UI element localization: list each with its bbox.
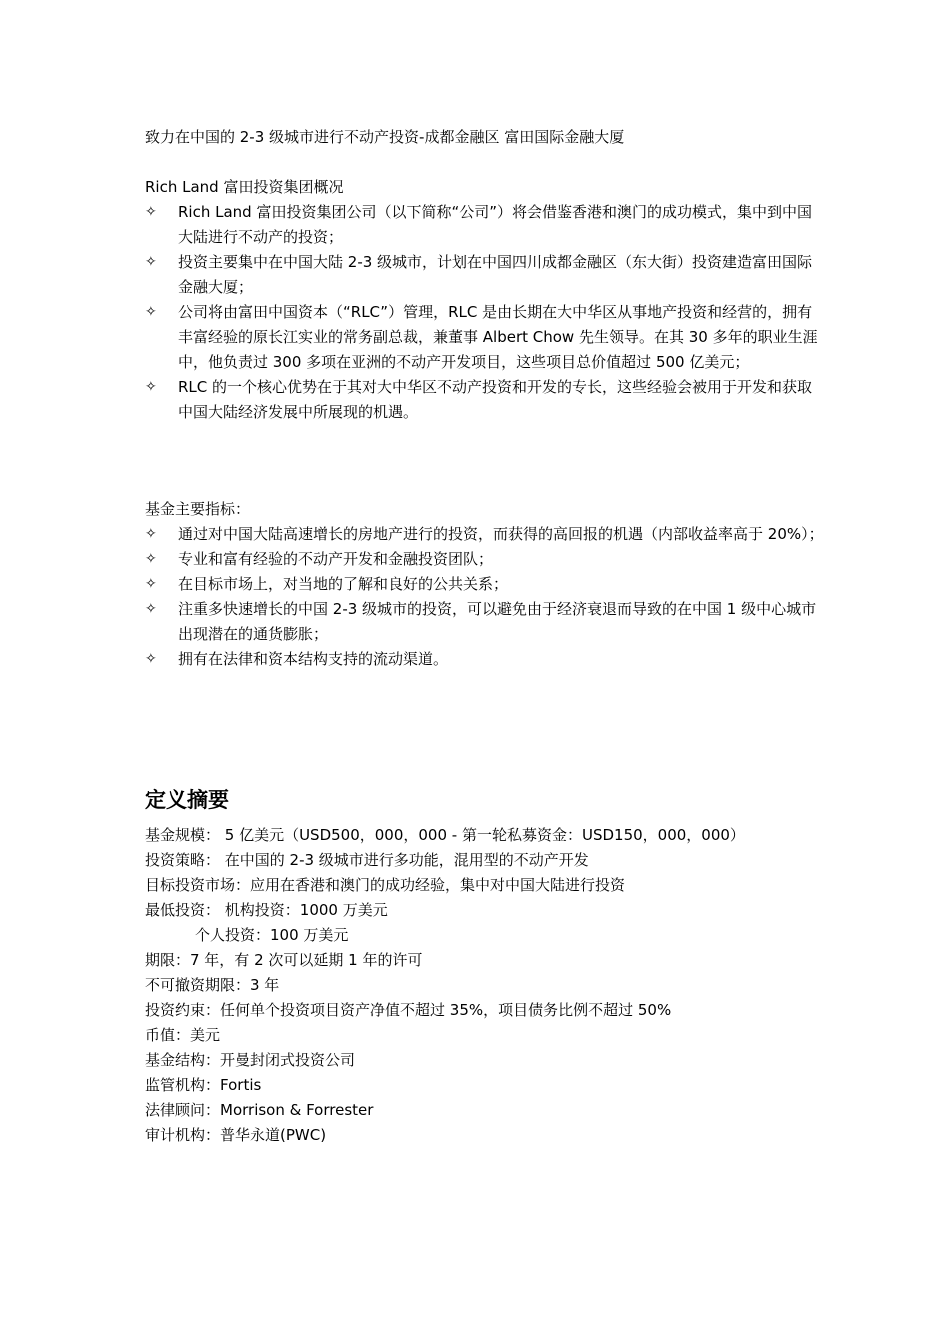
summary-row-regulator: 监管机构：Fortis <box>145 1076 262 1094</box>
list-item-text: 在目标市场上，对当地的了解和良好的公共关系； <box>178 575 509 593</box>
intro-line: 致力在中国的 2-3 级城市进行不动产投资-成都金融区 富田国际金融大厦 <box>145 128 625 146</box>
diamond-star-icon: ✧ <box>145 601 157 617</box>
metrics-heading: 基金主要指标： <box>145 500 251 518</box>
diamond-star-icon: ✧ <box>145 379 157 395</box>
list-item-text: 投资主要集中在中国大陆 2-3 级城市，计划在中国四川成都金融区（东大街）投资建造富田国际金融大厦； <box>178 253 813 296</box>
diamond-star-icon: ✧ <box>145 204 157 220</box>
overview-list <box>145 200 825 425</box>
summary-row-legal-counsel: 法律顾问：Morrison & Forrester <box>145 1101 374 1119</box>
list-item-text: Rich Land 富田投资集团公司（以下简称“公司”）将会借鉴香港和澳门的成功模式，集中到中国大陆进行不动产的投资； <box>178 203 813 246</box>
list-item <box>145 647 825 672</box>
list-item-text: RLC 的一个核心优势在于其对大中华区不动产投资和开发的专长，这些经验会被用于开发和获取中国大陆经济发展中所展现的机遇。 <box>178 378 813 421</box>
list-item <box>145 200 825 250</box>
list-item <box>145 597 825 647</box>
summary-row-fund-size: 基金规模： 5 亿美元（USD500，000，000 - 第一轮私募资金：USD150，000，000） <box>145 826 745 844</box>
summary-row-individual-investment: 个人投资：100 万美元 <box>195 926 349 944</box>
list-item-text: 拥有在法律和资本结构支持的流动渠道。 <box>178 650 449 668</box>
summary-row-term: 期限：7 年，有 2 次可以延期 1 年的许可 <box>145 951 423 969</box>
list-item-text: 专业和富有经验的不动产开发和金融投资团队； <box>178 550 494 568</box>
overview-section <box>145 175 825 425</box>
diamond-star-icon: ✧ <box>145 254 157 270</box>
diamond-star-icon: ✧ <box>145 651 157 667</box>
summary-section <box>145 783 825 1148</box>
summary-row-currency: 币值：美元 <box>145 1026 221 1044</box>
diamond-star-icon: ✧ <box>145 576 157 592</box>
list-item <box>145 547 825 572</box>
list-item <box>145 572 825 597</box>
summary-row-constraints: 投资约束：任何单个投资项目资产净值不超过 35%，项目债务比例不超过 50% <box>145 1001 672 1019</box>
summary-row-strategy: 投资策略： 在中国的 2-3 级城市进行多功能，混用型的不动产开发 <box>145 851 589 869</box>
summary-row-lockup: 不可撤资期限：3 年 <box>145 976 280 994</box>
list-item-text: 注重多快速增长的中国 2-3 级城市的投资，可以避免由于经济衰退而导致的在中国 1 级中心城市出现潜在的通货膨胀； <box>178 600 817 643</box>
metrics-list <box>145 522 825 672</box>
diamond-star-icon: ✧ <box>145 551 157 567</box>
summary-title: 定义摘要 <box>145 788 229 812</box>
list-item <box>145 250 825 300</box>
diamond-star-icon: ✧ <box>145 304 157 320</box>
list-item <box>145 522 825 547</box>
list-item-text: 公司将由富田中国资本（“RLC”）管理，RLC 是由长期在大中华区从事地产投资和经营的，拥有丰富经验的原长江实业的常务副总裁，兼董事 Albert Chow 先生领导。在其 30 多年的职业生涯中，他负责过 300 多项在亚洲的不动产开发项目，这些项目总价值超过 500 亿美元； <box>178 303 818 371</box>
overview-heading: Rich Land 富田投资集团概况 <box>145 178 344 196</box>
list-item-text: 通过对中国大陆高速增长的房地产进行的投资，而获得的高回报的机遇（内部收益率高于 20%）； <box>178 525 824 543</box>
summary-row-target-market: 目标投资市场：应用在香港和澳门的成功经验，集中对中国大陆进行投资 <box>145 876 626 894</box>
list-item <box>145 300 825 375</box>
diamond-star-icon: ✧ <box>145 526 157 542</box>
summary-row-structure: 基金结构：开曼封闭式投资公司 <box>145 1051 356 1069</box>
summary-row-minimum-investment: 最低投资： 机构投资：1000 万美元 <box>145 901 388 919</box>
metrics-section <box>145 497 825 672</box>
list-item <box>145 375 825 425</box>
summary-row-auditor: 审计机构：普华永道(PWC) <box>145 1126 327 1144</box>
